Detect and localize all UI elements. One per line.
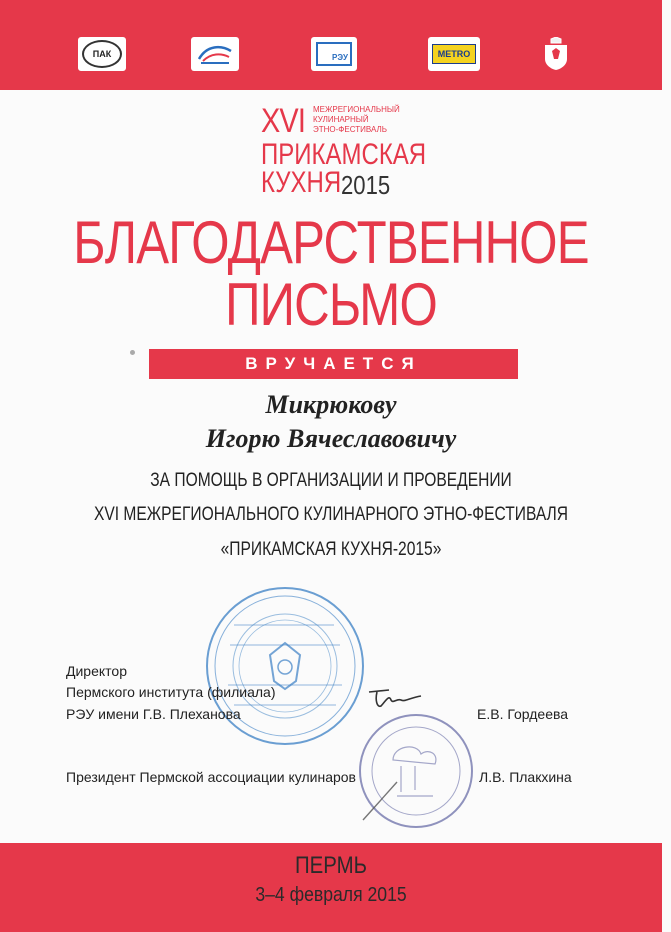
metro-logo (428, 37, 480, 71)
president-title: Президент Пермской ассоциации кулинаров (66, 769, 356, 785)
director-title-line-3: РЭУ имени Г.В. Плеханова (66, 706, 241, 722)
recipient-surname: Микрюкову (265, 390, 397, 419)
director-title-line-1: Директор (66, 663, 127, 679)
festival-roman-numeral: XVI (261, 102, 306, 140)
reason-line-2: XVI МЕЖРЕГИОНАЛЬНОГО КУЛИНАРНОГО ЭТНО-ФЕСТИВАЛЯ (93, 504, 569, 525)
festival-subtitle-b: КУЛИНАРНЫЙ (313, 115, 369, 124)
director-signature (365, 680, 425, 714)
president-name: Л.В. Плакхина (479, 769, 572, 785)
swoosh-icon (195, 41, 235, 67)
reason-line-3: «ПРИКАМСКАЯ КУХНЯ-2015» (220, 539, 442, 560)
scan-speck (130, 350, 135, 355)
culinary-association-seal (357, 712, 475, 830)
reu-logo (311, 37, 357, 71)
recipient-given-names: Игорю Вячеславовичу (205, 424, 457, 453)
metro-logo-mark: METRO (432, 44, 477, 64)
festival-subtitle-a: МЕЖРЕГИОНАЛЬНЫЙ (313, 105, 400, 114)
letter-title-line-1: БЛАГОДАРСТВЕННОЕ (73, 209, 589, 276)
crest-icon (543, 37, 569, 71)
festival-subtitle-c: ЭТНО-ФЕСТИВАЛЬ (313, 125, 387, 134)
footer-city: ПЕРМЬ (294, 852, 368, 879)
perm-crest-logo (541, 37, 571, 71)
director-title-line-2: Пермского института (филиала) (66, 684, 276, 700)
festival-logo (261, 102, 427, 200)
ministry-logo (191, 37, 239, 71)
footer-date: 3–4 февраля 2015 (255, 884, 407, 906)
letter-title-line-2: ПИСЬМО (225, 271, 437, 338)
pak-logo (78, 37, 126, 71)
reu-logo-mark: РЭУ (316, 42, 352, 66)
director-name: Е.В. Гордеева (477, 706, 569, 722)
reason-line-1: ЗА ПОМОЩЬ В ОРГАНИЗАЦИИ И ПРОВЕДЕНИИ (150, 470, 512, 491)
festival-name-line-1: ПРИКАМСКАЯ (261, 138, 427, 171)
pak-logo-badge: ПАК (82, 40, 122, 68)
institute-round-seal (204, 585, 366, 747)
awarded-banner: ВРУЧАЕТСЯ (149, 349, 518, 379)
festival-year: 2015 (341, 170, 391, 200)
festival-name-line-2: КУХНЯ (261, 166, 342, 199)
